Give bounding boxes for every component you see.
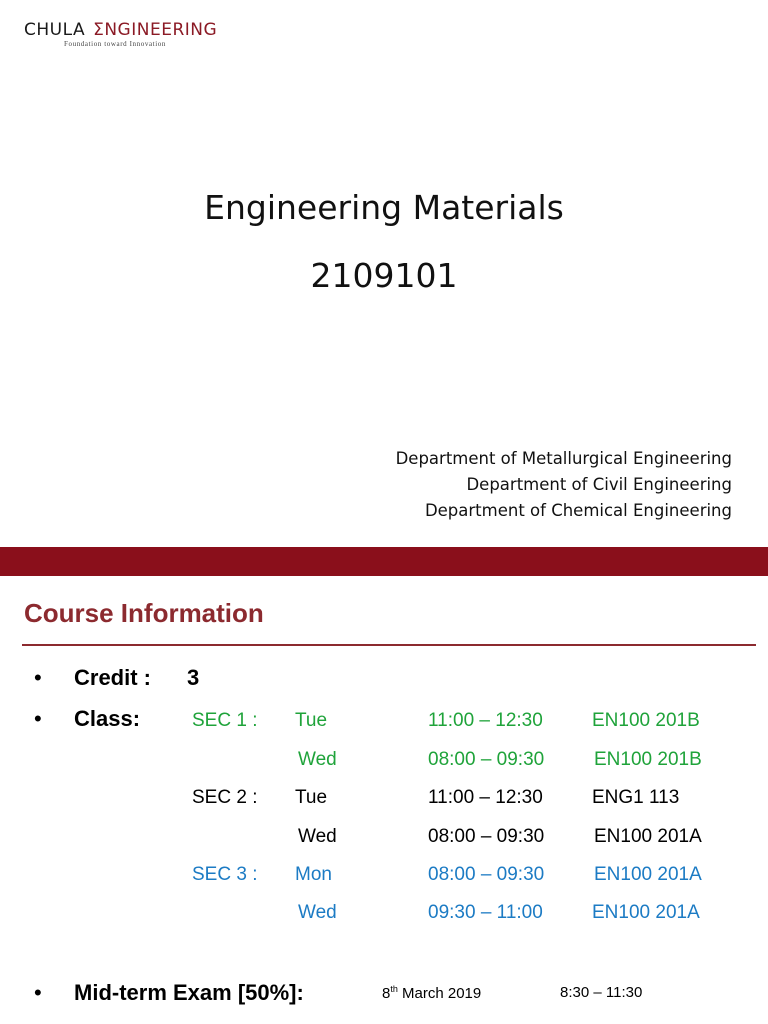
course-code: 2109101 xyxy=(310,256,458,295)
chula-engineering-logo xyxy=(24,20,217,48)
department-list xyxy=(396,446,732,524)
schedule-room: EN100 201B xyxy=(594,749,702,770)
midterm-day-suffix: th xyxy=(390,984,398,994)
schedule-room: EN100 201A xyxy=(594,864,702,885)
midterm-label: Mid-term Exam [50%]: xyxy=(74,980,304,1005)
schedule-day: Wed xyxy=(298,902,337,923)
schedule-time: 09:30 – 11:00 xyxy=(428,902,543,923)
midterm-date xyxy=(382,984,481,1002)
section-heading: Course Information xyxy=(24,598,264,628)
schedule-day: Tue xyxy=(295,710,328,731)
bullet-icon: • xyxy=(34,980,42,1005)
schedule-day: Mon xyxy=(295,864,332,885)
slide-divider-bar xyxy=(0,547,768,576)
bullet-icon: • xyxy=(34,665,42,690)
schedule-time: 08:00 – 09:30 xyxy=(428,749,545,770)
schedule-room: EN100 201A xyxy=(594,826,702,847)
department-line: Department of Metallurgical Engineering xyxy=(395,449,732,468)
course-title: Engineering Materials xyxy=(204,188,564,227)
schedule-time: 08:00 – 09:30 xyxy=(428,864,545,885)
department-line: Department of Chemical Engineering xyxy=(424,501,732,520)
section-label: SEC 3 : xyxy=(192,864,258,885)
logo-tagline: Foundation toward Innovation xyxy=(64,40,166,48)
schedule-room: EN100 201A xyxy=(592,902,700,923)
schedule-day: Wed xyxy=(298,826,337,847)
heading-underline xyxy=(22,644,756,646)
midterm-day: 8 xyxy=(382,985,391,1002)
schedule-time: 11:00 – 12:30 xyxy=(428,710,543,731)
schedule-time: 08:00 – 09:30 xyxy=(428,826,545,847)
schedule-day: Tue xyxy=(295,787,328,808)
schedule-room: EN100 201B xyxy=(592,710,700,731)
midterm-month-year: March 2019 xyxy=(402,985,482,1002)
section-label: SEC 2 : xyxy=(192,787,258,808)
class-label: Class: xyxy=(74,706,141,731)
department-line: Department of Civil Engineering xyxy=(466,475,732,494)
schedule-room: ENG1 113 xyxy=(592,787,680,808)
section-label: SEC 1 : xyxy=(192,710,258,731)
bullet-icon: • xyxy=(34,706,42,731)
logo-brand-right: ΣNGINEERING xyxy=(93,20,218,40)
credit-label: Credit : xyxy=(74,665,151,690)
schedule-time: 11:00 – 12:30 xyxy=(428,787,543,808)
logo-brand-left: CHULA xyxy=(24,20,86,40)
credit-value: 3 xyxy=(187,665,200,690)
schedule-day: Wed xyxy=(298,749,337,770)
midterm-time: 8:30 – 11:30 xyxy=(560,984,643,1001)
